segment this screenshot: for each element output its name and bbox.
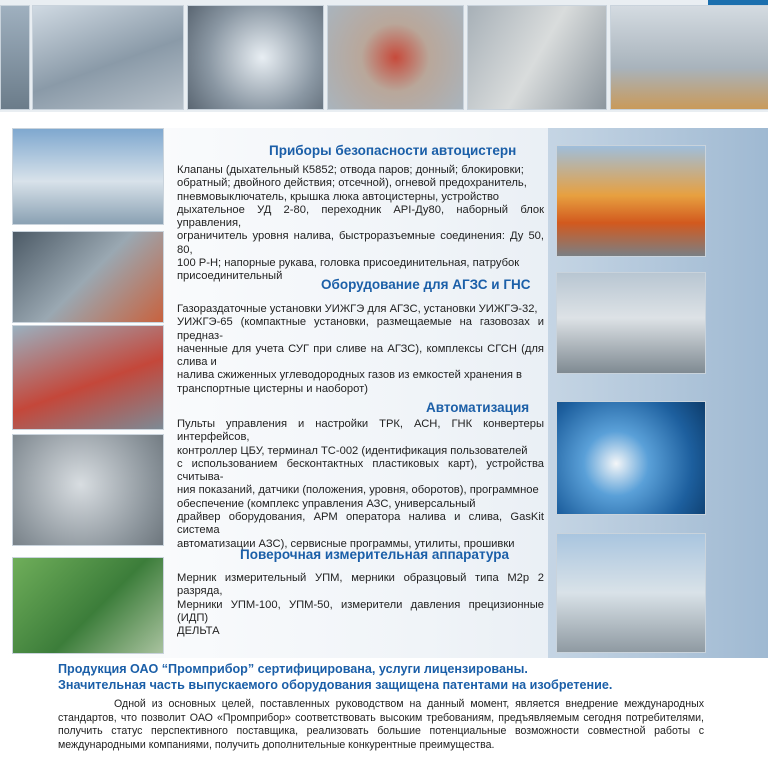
photo-workshop-edge — [0, 5, 30, 110]
photo-pump-unit — [187, 5, 324, 110]
text-line: дыхательное УД 2-80, переходник API-Ду80, наборный блок управления, — [177, 203, 544, 230]
text-line: налива сжиженных углеводородных газов из емкостей хранения в — [177, 369, 522, 382]
text-line: Мерники УПМ-100, УПМ-50, измерители давления прецизионные (ИДП) — [177, 598, 544, 624]
section-text-agzs — [177, 303, 544, 396]
text-line: ограничитель уровня налива, быстроразъемные соединения: Ду 50, 80, — [177, 230, 544, 256]
text-line: драйвер оборудования, АРМ оператора налива и слива, GasKit система — [177, 511, 544, 537]
text-line: присоединительный — [177, 270, 283, 283]
text-line: обеспечение (комплекс управления АЗС, универсальный — [177, 497, 476, 510]
text-line: ДЕЛЬТА — [177, 625, 220, 638]
photo-green-dispensers — [12, 557, 164, 654]
text-line: обратный; двойного действия; отсечной), огневой предохранитель, — [177, 177, 527, 190]
photo-loading-rack — [556, 533, 706, 653]
text-line: автоматизации АЗС), сервисные программы, утилиты, прошивки — [177, 537, 515, 550]
text-line: пневмовыключатель, крышка люка автоцистерны, устройство — [177, 190, 499, 203]
photo-red-tank-unit — [327, 5, 464, 110]
text-line: Пульты управления и настройки ТРК, АСН, ГНК конвертеры интерфейсов, — [177, 418, 544, 444]
text-line: Клапаны (дыхательный К5852; отвода паров; донный; блокировки; — [177, 164, 524, 176]
certification-headline: Продукция ОАО “Промприбор” сертифицирована, услуги лицензированы. — [58, 662, 528, 676]
text-line: контроллер ЦБУ, терминал ТС-002 (идентификация пользователей — [177, 444, 528, 457]
photo-control-terminal — [12, 231, 164, 323]
section-title-metrology: Поверочная измерительная аппаратура — [240, 547, 509, 562]
section-text-automation — [177, 418, 544, 551]
photo-workshop-line — [32, 5, 184, 110]
patent-headline: Значительная часть выпускаемого оборудования защищена патентами на изобретение. — [58, 678, 613, 692]
standards-paragraph: Одной из основных целей, поставленных руководством на данный момент, является внедрение международных стандартов, что позволит ОАО «Промприбор» соответствовать высоким требованиям, предъявляемым сегодня потребителями, получить статус перспективного поставщика, реализовать большие потенциальные возможности совместной работы с международными компаниями, получить дополнительные конкурентные преимущества. — [58, 698, 704, 751]
photo-software-disc — [556, 401, 706, 515]
photo-industrial-machine — [467, 5, 607, 110]
photo-red-valve-pipeline — [12, 325, 164, 430]
section-title-agzs: Оборудование для АГЗС и ГНС — [321, 277, 531, 292]
text-line: с использованием бесконтактных пластиковых карт), устройства считыва- — [177, 457, 544, 484]
text-line: Газораздаточные установки УИЖГЭ для АГЗС, установки УИЖГЭ-32, — [177, 303, 538, 315]
text-line: Мерник измерительный УПМ, мерники образцовый типа М2р 2 разряда, — [177, 572, 544, 598]
text-line: ния показаний, датчики (положения, уровня, оборотов), программное — [177, 484, 539, 497]
text-line: транспортные цистерны и наоборот) — [177, 382, 368, 395]
section-text-metrology — [177, 572, 544, 638]
photo-test-stand — [610, 5, 768, 110]
section-title-tanker-safety: Приборы безопасности автоцистерн — [269, 143, 517, 158]
section-title-automation: Автоматизация — [426, 400, 530, 415]
photo-gray-tanks — [12, 434, 164, 546]
text-line: наченные для учета СУГ при сливе на АГЗС), комплексы СГСН (для слива и — [177, 342, 544, 369]
photo-lpg-tanker — [556, 272, 706, 374]
section-text-tanker-safety — [177, 164, 544, 284]
text-line: 100 Р-Н; напорные рукава, головка присоединительная, патрубок — [177, 257, 520, 270]
photo-gas-station — [12, 128, 164, 225]
photo-fuel-tanker-truck — [556, 145, 706, 257]
text-line: УИЖГЭ-65 (компактные установки, размещаемые на газовозах и предназ- — [177, 316, 544, 342]
